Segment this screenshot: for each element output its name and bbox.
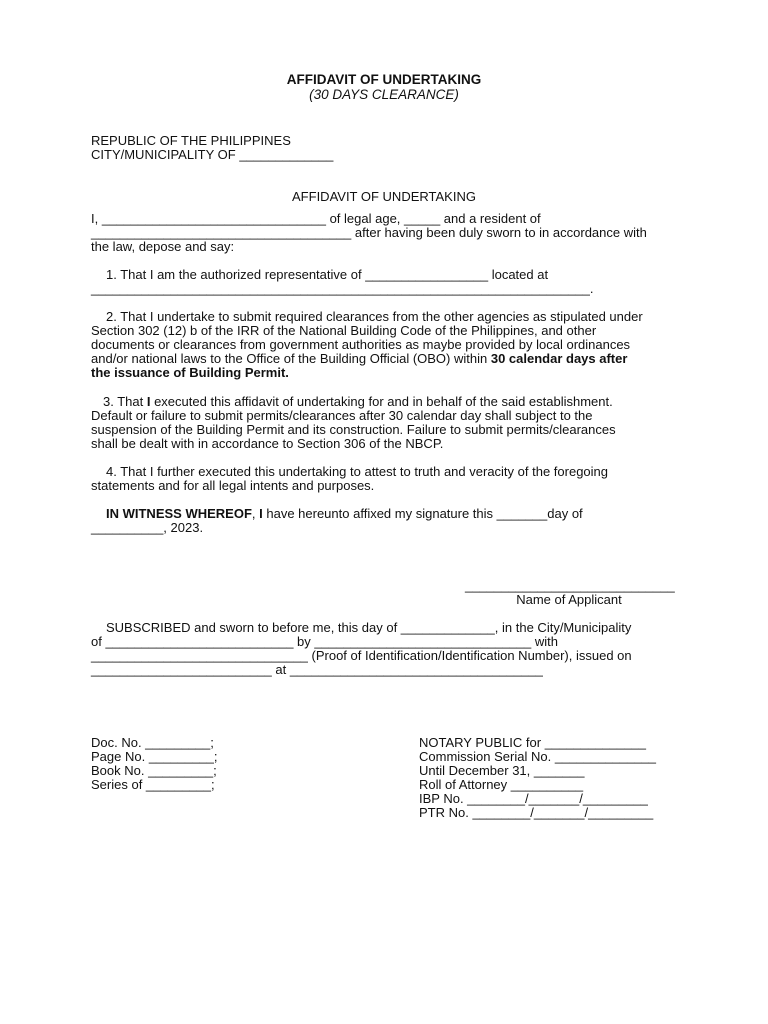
signature-line: _____________________________ [465, 578, 675, 593]
ptr-number-entry: PTR No. ________/_______/_________ [419, 805, 654, 820]
para4-line-2: statements and for all legal intents and purposes. [91, 478, 375, 493]
para2-issuance-bold: the issuance of Building Permit. [91, 365, 289, 380]
para2-line-4 [91, 351, 627, 366]
para2-line-1: 2. That I undertake to submit required clearances from the other agencies as stipulated under [106, 309, 643, 324]
notary-public-entry: NOTARY PUBLIC for ______________ [419, 735, 646, 750]
para2-line-4-text: and/or national laws to the Office of the Building Official (OBO) within [91, 351, 491, 366]
doc-number-entry: Doc. No. _________; [91, 735, 214, 750]
para1-line-1: 1. That I am the authorized representative of _________________ located at [106, 267, 549, 282]
intro-line-3: the law, depose and say: [91, 239, 235, 254]
para3-line-1-post: executed this affidavit of undertaking for and in behalf of the said establishment. [150, 394, 613, 409]
para3-line-1 [103, 394, 613, 409]
republic-line: REPUBLIC OF THE PHILIPPINES [91, 133, 291, 148]
witness-line-2: __________, 2023. [91, 520, 204, 535]
subscribed-line-1: SUBSCRIBED and sworn to before me, this day of _____________, in the City/Municipality [106, 620, 632, 635]
book-number-entry: Book No. _________; [91, 763, 217, 778]
witness-bold-heading: IN WITNESS WHEREOF [106, 506, 252, 521]
para2-line-3: documents or clearances from government authorities as maybe provided by local ordinances [91, 337, 631, 352]
subscribed-line-4: _________________________ at ___________________________________ [91, 662, 543, 677]
para3-line-1-pre: 3. That [103, 394, 147, 409]
witness-line-1 [106, 506, 583, 521]
witness-separator: , [251, 506, 260, 521]
commission-serial-entry: Commission Serial No. ______________ [419, 749, 657, 764]
section-title: AFFIDAVIT OF UNDERTAKING [292, 189, 476, 204]
signature-label: Name of Applicant [516, 592, 622, 607]
para3-line-4: shall be dealt with in accordance to Section 306 of the NBCP. [91, 436, 444, 451]
subscribed-line-2: of __________________________ by ______________________________ with [91, 634, 559, 649]
intro-line-2: ____________________________________ after having been duly sworn to in accordance with [91, 225, 647, 240]
city-municipality-line: CITY/MUNICIPALITY OF _____________ [91, 147, 334, 162]
para3-line-2: Default or failure to submit permits/clearances after 30 calendar day shall subject to the [91, 408, 593, 423]
series-entry: Series of _________; [91, 777, 215, 792]
para3-line-3: suspension of the Building Permit and its construction. Failure to submit permits/clearances [91, 422, 616, 437]
intro-line-1: I, _______________________________ of legal age, _____ and a resident of [91, 211, 541, 226]
para3-bold-i: I [146, 394, 151, 409]
page-number-entry: Page No. _________; [91, 749, 218, 764]
until-december-entry: Until December 31, _______ [419, 763, 585, 778]
para1-line-2: _____________________________________________________________________. [91, 281, 594, 296]
ibp-number-entry: IBP No. ________/_______/_________ [419, 791, 648, 806]
witness-bold-i: I [259, 506, 263, 521]
para2-line-2: Section 302 (12) b of the IRR of the National Building Code of the Philippines, and other [91, 323, 597, 338]
witness-rest: have hereunto affixed my signature this _______day of [262, 506, 583, 521]
document-subtitle: (30 DAYS CLEARANCE) [309, 87, 459, 102]
subscribed-line-3: ______________________________ (Proof of Identification/Identification Number), issued on [91, 648, 632, 663]
roll-of-attorney-entry: Roll of Attorney __________ [419, 777, 584, 792]
para2-deadline-bold: 30 calendar days after [490, 351, 628, 366]
para4-line-1: 4. That I further executed this undertaking to attest to truth and veracity of the foregoing [106, 464, 609, 479]
document-title: AFFIDAVIT OF UNDERTAKING [286, 72, 482, 87]
para2-line-5 [91, 365, 289, 380]
